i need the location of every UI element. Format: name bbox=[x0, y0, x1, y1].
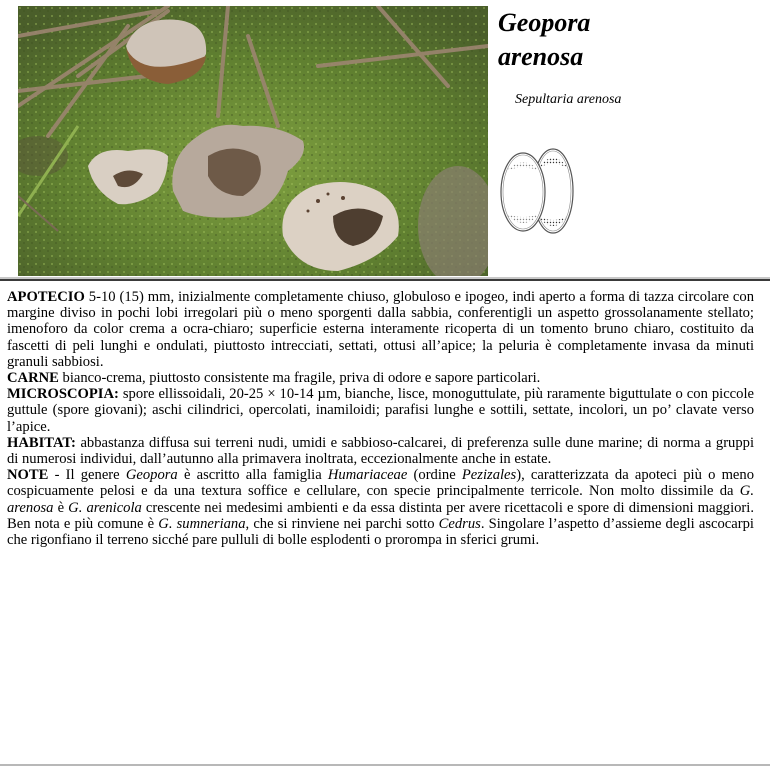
title-genus: Geopora bbox=[498, 8, 591, 37]
note-text: è bbox=[53, 499, 69, 516]
section-label: APOTECIO bbox=[7, 289, 85, 305]
taxon-name: Cedrus bbox=[438, 515, 481, 532]
divider bbox=[0, 279, 770, 281]
taxon-name: Geopora bbox=[125, 467, 178, 484]
mushroom-photo bbox=[18, 6, 488, 276]
description bbox=[7, 289, 754, 548]
section-carne bbox=[7, 370, 754, 386]
taxon-name: G. arenicola bbox=[68, 499, 142, 516]
section-microscopia bbox=[7, 386, 754, 435]
note-text: - Il genere bbox=[48, 467, 126, 484]
taxon-name: G. arenosa bbox=[7, 483, 754, 516]
section-habitat bbox=[7, 435, 754, 467]
section-label: NOTE bbox=[7, 467, 49, 484]
note-text: , che si rinviene nei parchi sotto bbox=[245, 515, 439, 532]
synonym: Sepultaria arenosa bbox=[515, 92, 622, 107]
section-note bbox=[7, 467, 754, 548]
section-apotecio bbox=[7, 289, 754, 370]
taxon-name: Humariaceae bbox=[327, 467, 408, 484]
title-species: arenosa bbox=[498, 42, 584, 71]
section-label: HABITAT: bbox=[7, 434, 76, 451]
section-label: MICROSCOPIA: bbox=[7, 386, 119, 403]
note-text: . Singolare l’aspetto d’assieme degli ascocarpi che rigonfiano il terreno sicché pare pulluli di bolle esplodenti o prorompa in sferici grumi. bbox=[7, 515, 754, 549]
note-text: è ascritto alla famiglia bbox=[177, 467, 328, 484]
section-label: CARNE bbox=[7, 370, 59, 387]
page-title bbox=[498, 6, 590, 74]
taxon-name: G. sumneriana bbox=[158, 515, 246, 532]
spore-drawing bbox=[498, 146, 578, 246]
taxon-name: Pezizales bbox=[461, 467, 517, 484]
note-text: crescente nei medesimi ambienti e da essa distinta per avere ricettacoli e spore di dimensioni maggiori. Ben nota e più comune è bbox=[7, 499, 754, 532]
note-text: (ordine bbox=[407, 467, 462, 484]
section-text: spore ellissoidali, 20-25 × 10-14 µm, bianche, lisce, monoguttulate, più raramente biguttulate o con piccole guttule (spore giovani); aschi cilindrici, opercolati, inamiloidi; parafisi lunghe e sottili, settate, incolori, un po’ clavate verso l’apice. bbox=[7, 386, 754, 435]
section-text: 5-10 (15) mm, inizialmente completamente chiuso, globuloso e ipogeo, indi aperto a forma di tazza circolare con margine diviso in pochi lobi irregolari più o meno sporgenti dalla sabbia, conferentigli un aspetto grossolanamente stellato; imenoforo da color crema a ocra-chiaro; superficie esterna interamente ricoperta di un tomento bruno chiaro, costituito da fascetti di peli lunghi e ondulati, piuttosto intrecciati, settati, ottusi all’apice; la peluria è completamente invasa da minuti granuli sabbiosi. bbox=[7, 289, 754, 370]
note-text: ), caratterizzata da apoteci più o meno cospicuamente pelosi e da una textura soffice e cellulare, con specie principalmente terricole. Non molto dissimile da bbox=[7, 467, 754, 500]
section-text: abbastanza diffusa sui terreni nudi, umidi e sabbioso-calcarei, di preferenza sulle dune marine; di norma a gruppi di numerosi individui, dall’autunno alla primavera inoltrata, eccezionalmente anche in estate. bbox=[7, 434, 754, 468]
section-text: bianco-crema, piuttosto consistente ma fragile, priva di odore e sapore particolari. bbox=[58, 370, 541, 387]
